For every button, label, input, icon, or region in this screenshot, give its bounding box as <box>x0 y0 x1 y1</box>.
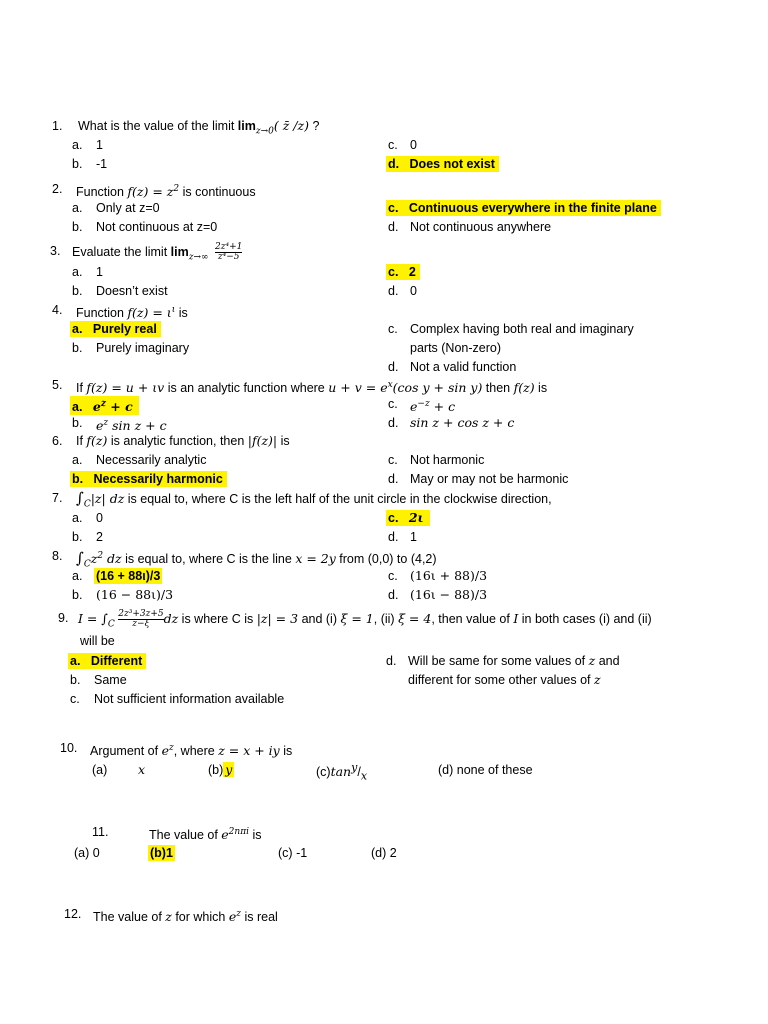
q10-option-a[interactable]: (a) x <box>92 762 146 777</box>
q6-stem: If f(z) is analytic function, then |f(z)| is <box>76 433 290 448</box>
q3-stem: Evaluate the limit $\lim_{z\to\infty}$ $\frac{\text{2z⁴+1}}{\text{z⁴−5}}$ <box>72 242 243 263</box>
q7-option-a[interactable]: a. 0 <box>72 511 103 525</box>
q8-option-c[interactable]: c. (16ι + 88)/3 <box>388 568 488 583</box>
q3-option-d[interactable]: d. 0 <box>388 284 417 298</box>
q2-option-a[interactable]: a. Only at z=0 <box>72 201 160 215</box>
q5-number: 5. <box>52 378 63 392</box>
q1-option-d[interactable]: d. Does not exist <box>386 156 499 172</box>
q6-option-b[interactable]: b. Necessarily harmonic <box>70 471 227 487</box>
q7-option-b[interactable]: b. 2 <box>72 530 103 544</box>
q7-stem: $\int_C|z|$ dz is equal to, where C is the left half of the unit circle in the clockwise direction, <box>76 489 552 510</box>
q9-option-a[interactable]: a. Different <box>68 653 146 669</box>
q8-option-a[interactable]: a. (16 + 88ι)/3 <box>72 569 161 583</box>
q10-stem: Argument of $e^z$, where z = x + iy is <box>90 743 293 759</box>
q9-option-d[interactable]: d. Will be same for some values of z and <box>386 653 620 668</box>
q11-option-d[interactable]: (d) 2 <box>371 846 397 860</box>
q5-option-c[interactable]: c. $e^{-z} + c$ <box>388 397 456 415</box>
q4-number: 4. <box>52 303 63 317</box>
q1-option-a[interactable]: a. 1 <box>72 138 103 152</box>
q7-option-c[interactable]: c. 2ι <box>386 510 430 526</box>
q4-stem: Function $f(z) = \iota^\iota$ is <box>76 305 188 321</box>
q9-stem: $I = \int_C$ $\frac{\text{2z³+3z+5}}{z-\xi}$ dz is where C is |z| = 3 and (i) ξ = 1, (ii) ξ = 4, then value of I in both cases (i) and (ii) <box>78 609 652 630</box>
q1-number: 1. <box>52 119 63 133</box>
q6-option-a[interactable]: a. Necessarily analytic <box>72 453 207 467</box>
q2-option-b[interactable]: b. Not continuous at z=0 <box>72 220 218 234</box>
q12-stem: The value of z for which $e^z$ is real <box>93 909 278 925</box>
q4-option-a[interactable]: a. Purely real <box>70 321 161 337</box>
q9-option-c[interactable]: c. Not sufficient information available <box>70 692 285 706</box>
q9-number: 9. <box>58 611 69 625</box>
q3-option-a[interactable]: a. 1 <box>72 265 103 279</box>
q8-option-b[interactable]: b. (16 − 88ι)/3 <box>72 587 174 602</box>
q5-option-b[interactable]: b. $e^z$ sin z + c <box>72 416 167 434</box>
q8-option-d[interactable]: d. (16ι − 88)/3 <box>388 587 488 602</box>
q6-option-d[interactable]: d. May or may not be harmonic <box>388 472 569 486</box>
q10-option-d[interactable]: (d) none of these <box>438 763 533 777</box>
q5-stem: If f(z) = u + ιv is an analytic function where $u + v = e^x(\cos$ y + sin y) then f(z) is <box>76 380 548 396</box>
q4-option-d[interactable]: d. Not a valid function <box>388 360 517 374</box>
q4-option-b[interactable]: b. Purely imaginary <box>72 341 190 355</box>
q9-stem-cont: will be <box>80 634 115 648</box>
q2-option-d[interactable]: d. Not continuous anywhere <box>388 220 552 234</box>
q11-stem: The value of $e^{2n\pi i}$ is <box>149 827 262 843</box>
q4-option-c[interactable]: c. Complex having both real and imaginary <box>388 322 634 336</box>
q6-number: 6. <box>52 434 63 448</box>
q10-number: 10. <box>60 741 78 755</box>
q8-number: 8. <box>52 549 63 563</box>
q2-number: 2. <box>52 182 63 196</box>
q3-number: 3. <box>50 244 61 258</box>
q9-option-d-cont: different for some other values of z <box>408 672 601 687</box>
q11-option-b[interactable]: (b)1 <box>150 846 173 860</box>
q10-option-b[interactable]: (b) y <box>208 762 233 777</box>
q1-stem: What is the value of the limit $\lim_{z\to 0}$( z̄ /z) ? <box>78 118 320 137</box>
q1-option-c[interactable]: c. 0 <box>388 138 417 152</box>
q3-option-b[interactable]: b. Doesn’t exist <box>72 284 168 298</box>
q4-option-c-cont: parts (Non-zero) <box>410 341 501 355</box>
q11-option-c[interactable]: (c) -1 <box>278 846 308 860</box>
q7-number: 7. <box>52 491 63 505</box>
q3-option-c[interactable]: c. 2 <box>386 264 420 280</box>
q1-option-b[interactable]: b. -1 <box>72 157 108 171</box>
q12-number: 12. <box>64 907 82 921</box>
q5-option-a[interactable]: a. $e^z + c$ <box>70 396 139 415</box>
q5-option-d[interactable]: d. sin z + cos z + c <box>388 415 515 430</box>
q11-number: 11. <box>92 825 109 839</box>
q2-stem: Function $f(z) = z^2$ is continuous <box>76 184 256 200</box>
q6-option-c[interactable]: c. Not harmonic <box>388 453 485 467</box>
q7-option-d[interactable]: d. 1 <box>388 530 417 544</box>
q9-option-b[interactable]: b. Same <box>70 673 127 687</box>
q2-option-c[interactable]: c. Continuous everywhere in the finite plane <box>386 200 661 216</box>
q8-stem: $\int_Cz^2$ dz is equal to, where C is the line x = 2y from (0,0) to (4,2) <box>76 549 437 570</box>
q11-option-a[interactable]: (a) 0 <box>74 846 100 860</box>
q10-option-c[interactable]: $(c)\tan^y/_x$ <box>316 761 368 783</box>
